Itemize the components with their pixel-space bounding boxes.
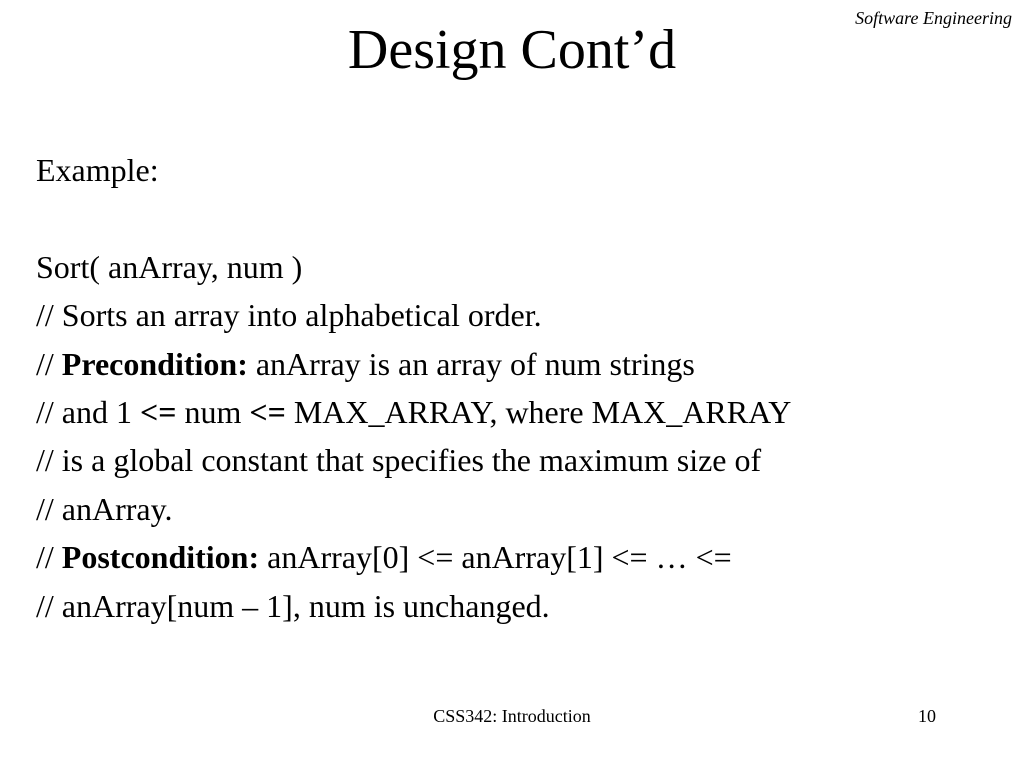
comment-text: num (176, 393, 250, 430)
header-tag: Software Engineering (855, 8, 1012, 28)
comment-prefix: // (36, 345, 62, 382)
operator: <= (139, 393, 177, 430)
slide-title: Design Cont’d (347, 19, 677, 81)
postcondition-line (36, 533, 791, 581)
comment-line-5: // anArray. (36, 490, 173, 527)
comment-line-1: // Sorts an array into alphabetical order. (36, 297, 542, 334)
function-signature: Sort( anArray, num ) (36, 248, 303, 285)
comment-line-7: // anArray[num – 1], num is unchanged. (36, 587, 550, 624)
comment-prefix: // (36, 539, 62, 576)
precondition-label: Precondition: (61, 345, 248, 382)
postcondition-label: Postcondition: (61, 539, 260, 576)
footer-course: CSS342: Introduction (433, 706, 591, 726)
example-label: Example: (36, 152, 159, 188)
comment-text: MAX_ARRAY, where MAX_ARRAY (285, 393, 792, 430)
precondition-line (36, 340, 791, 388)
blank-line (36, 194, 791, 242)
postcondition-text: anArray[0] <= anArray[1] <= … <= (259, 539, 732, 576)
operator: <= (249, 393, 286, 430)
comment-line-4: // is a global constant that specifies the maximum size of (36, 442, 762, 479)
precondition-text: anArray is an array of num strings (247, 345, 695, 382)
comment-text: // and 1 (36, 393, 140, 430)
comment-line-3 (36, 388, 791, 436)
slide-body (36, 146, 791, 630)
page-number: 10 (918, 706, 936, 726)
